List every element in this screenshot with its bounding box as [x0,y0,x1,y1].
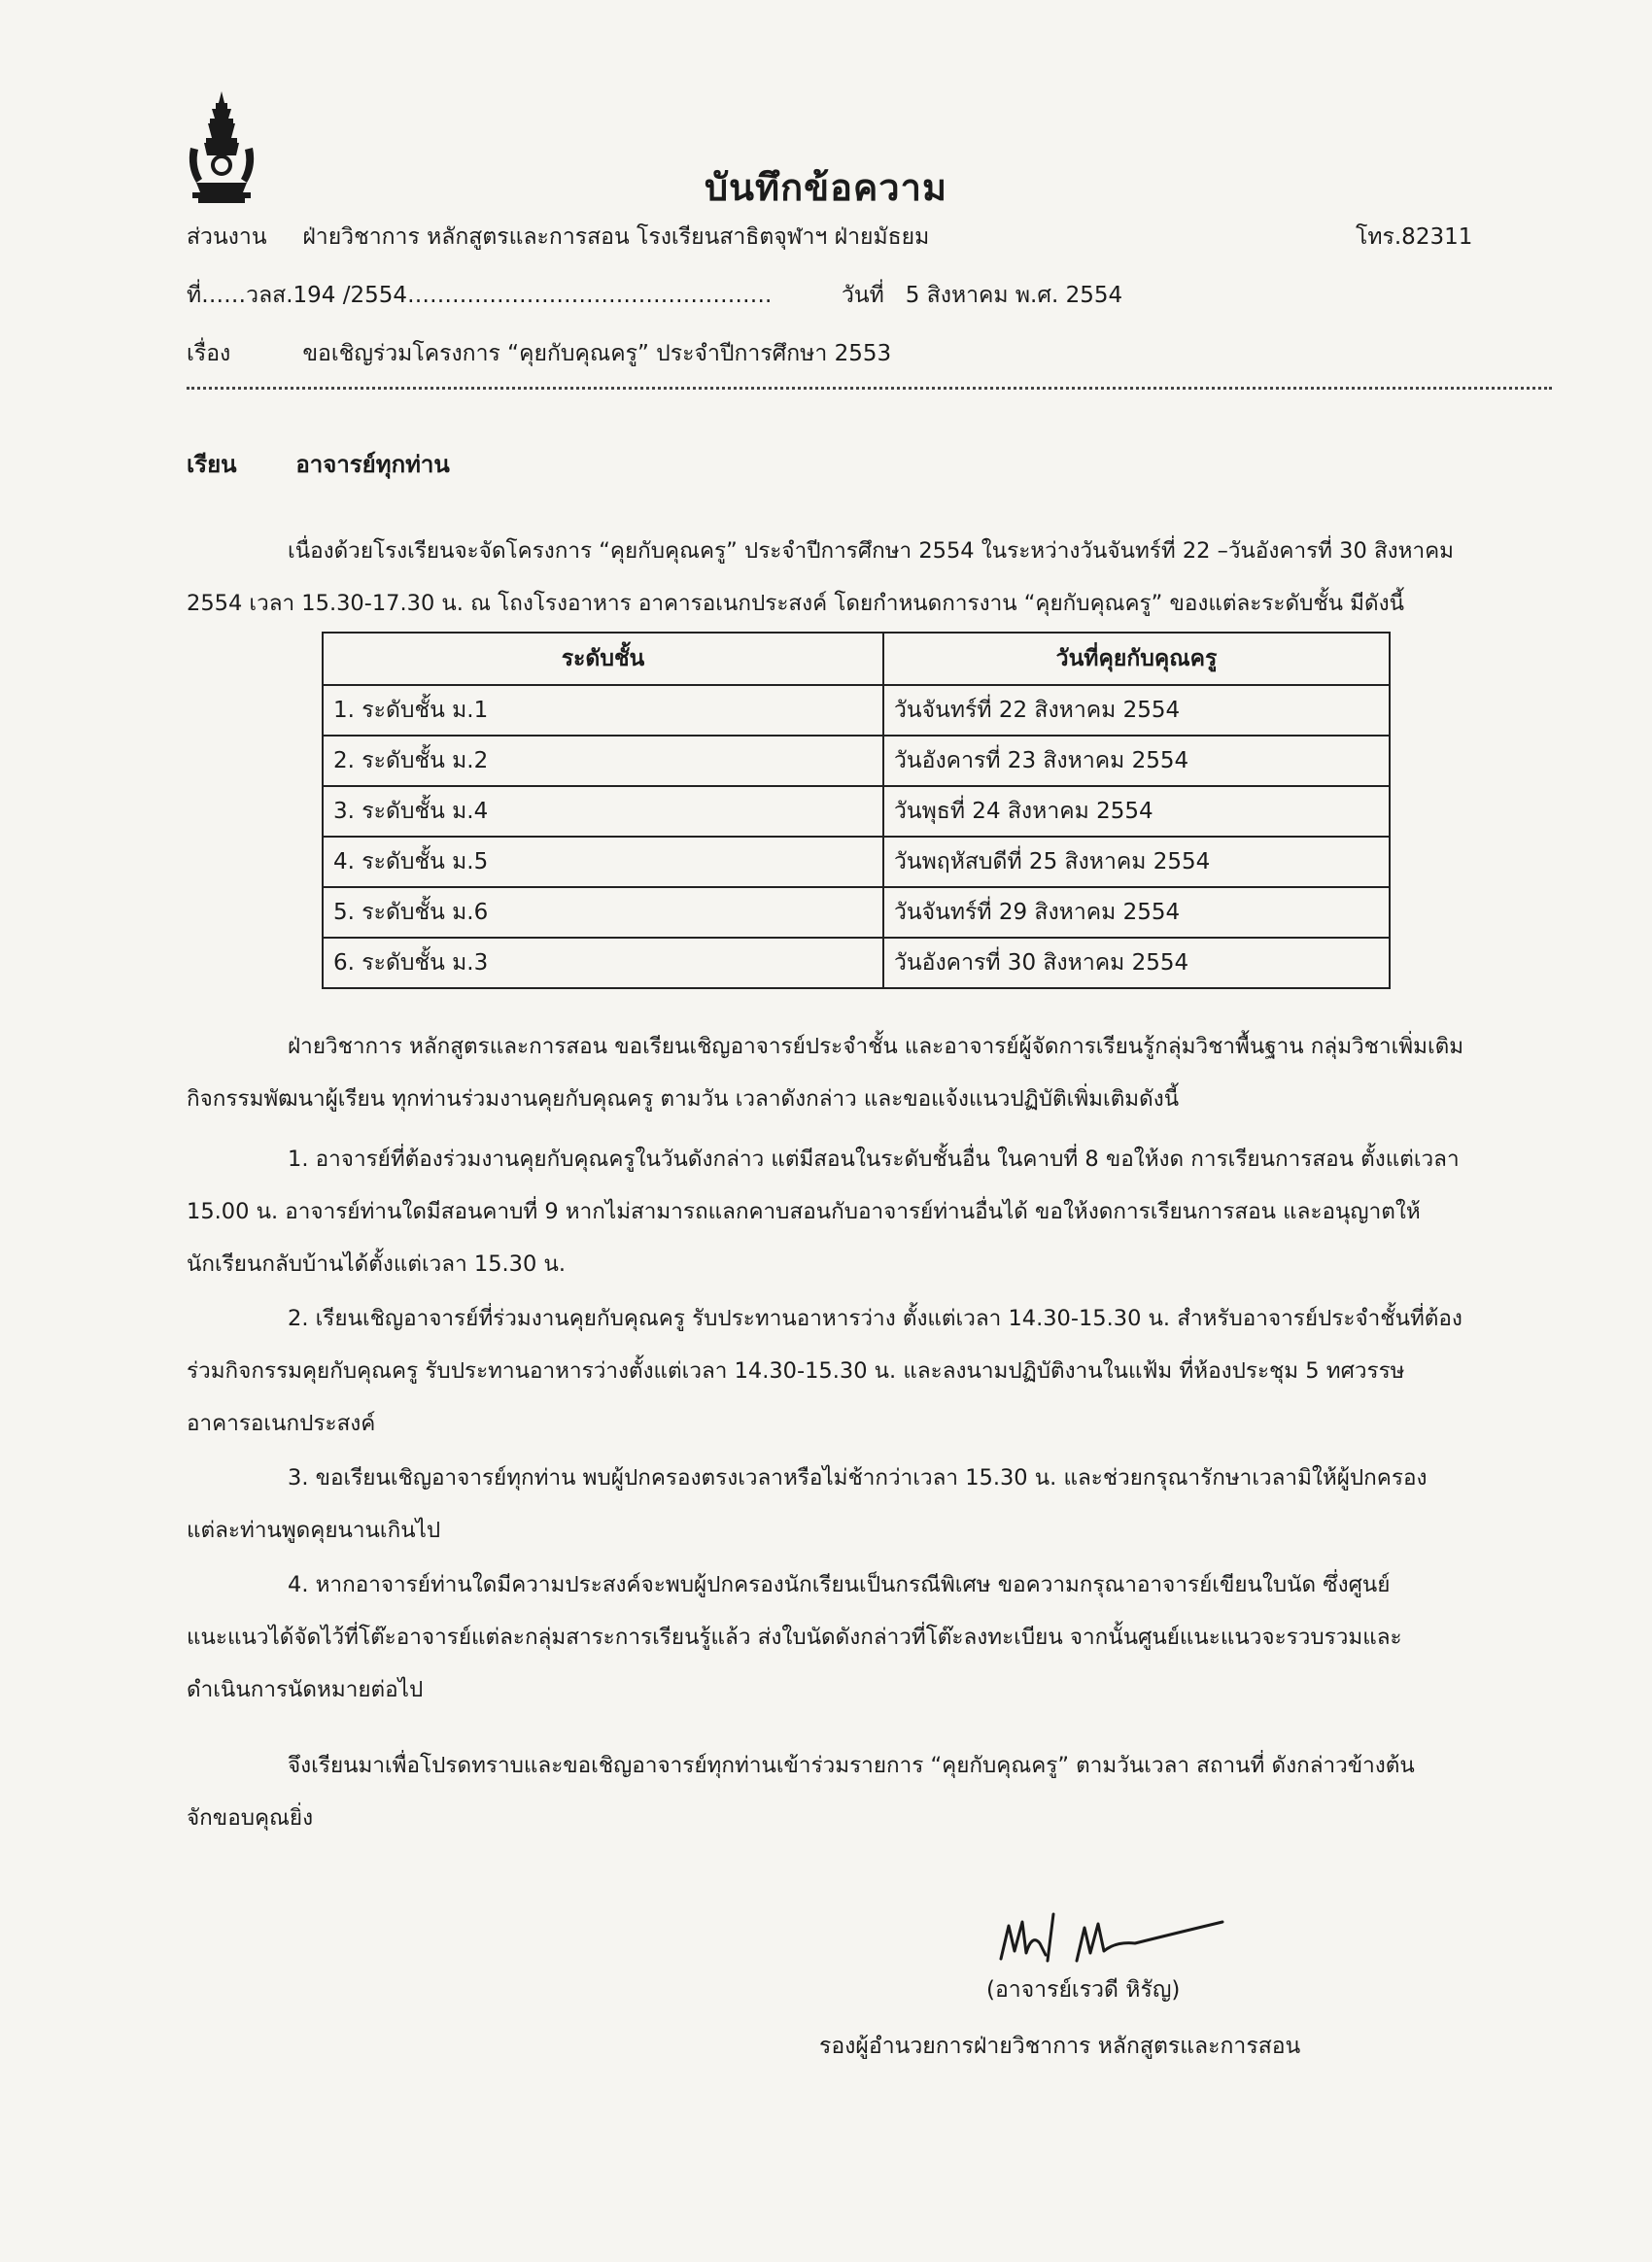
reference-row [187,278,772,313]
date-cell: วันจันทร์ที่ 29 สิงหาคม 2554 [883,887,1390,938]
schedule-header-row [323,633,1390,685]
item-2-line-1: 2. เรียนเชิญอาจารย์ที่ร่วมงานคุยกับคุณครู รับประทานอาหารว่าง ตั้งแต่เวลา 14.30-15.30 น. สำหรับอาจารย์ประจำชั้นที่ต้อง [288,1306,1463,1331]
level-cell: 6. ระดับชั้น ม.3 [323,938,883,988]
item-1 [187,1133,1562,1290]
item-2 [187,1292,1562,1450]
table-row [323,887,1390,938]
intro-line-2: 2554 เวลา 15.30-17.30 น. ณ โถงโรงอาหาร อาคารอเนกประสงค์ โดยกำหนดการงาน “คุยกับคุณครู” ของแต่ละระดับชั้น มีดังนี้ [187,591,1404,616]
item-1-line-2: 15.00 น. อาจารย์ท่านใดมีสอนคาบที่ 9 หากไม่สามารถแลกคาบสอนกับอาจารย์ท่านอื่นได้ ขอให้งดการเรียนการสอน และอนุญาตให้ [187,1199,1421,1224]
item-4-line-2: แนะแนวได้จัดไว้ที่โต๊ะอาจารย์แต่ละกลุ่มสาระการเรียนรู้แล้ว ส่งใบนัดดังกล่าวที่โต๊ะลงทะเบียน จากนั้นศูนย์แนะแนวจะรวบรวมและ [187,1625,1402,1650]
level-cell: 4. ระดับชั้น ม.5 [323,837,883,887]
signatory-position: รองผู้อำนวยการฝ่ายวิชาการ หลักสูตรและการสอน [819,2034,1301,2059]
date-cell: วันจันทร์ที่ 22 สิงหาคม 2554 [883,685,1390,736]
date-cell: วันพฤหัสบดีที่ 25 สิงหาคม 2554 [883,837,1390,887]
table-row [323,938,1390,988]
invitation-line-1: ฝ่ายวิชาการ หลักสูตรและการสอน ขอเรียนเชิญอาจารย์ประจำชั้น และอาจารย์ผู้จัดการเรียนรู้กลุ่มวิชาพื้นฐาน กลุ่มวิชาเพิ่มเติม [288,1034,1464,1059]
intro-line-1: เนื่องด้วยโรงเรียนจะจัดโครงการ “คุยกับคุณครู” ประจำปีการศึกษา 2554 ในระหว่างวันจันทร์ที่ 22 –วันอังคารที่ 30 สิงหาคม [288,538,1455,564]
date-label: วันที่ [842,283,884,308]
level-cell: 5. ระดับชั้น ม.6 [323,887,883,938]
closing-line-2: จักขอบคุณยิ่ง [187,1805,314,1831]
salutation-row [187,445,450,483]
item-4-line-3: ดำเนินการนัดหมายต่อไป [187,1677,424,1702]
item-4-line-1: 4. หากอาจารย์ท่านใดมีความประสงค์จะพบผู้ปกครองนักเรียนเป็นกรณีพิเศษ ขอความกรุณาอาจารย์เขียนใบนัด ซึ่งศูนย์ [288,1572,1391,1597]
item-3 [187,1452,1562,1557]
date-cell: วันอังคารที่ 23 สิงหาคม 2554 [883,736,1390,786]
dotted-separator [187,387,1552,390]
department-value: ฝ่ายวิชาการ หลักสูตรและการสอน โรงเรียนสาธิตจุฬาฯ ฝ่ายมัธยม [302,224,930,250]
invitation-line-2: กิจกรรมพัฒนาผู้เรียน ทุกท่านร่วมงานคุยกับคุณครู ตามวัน เวลาดังกล่าว และขอแจ้งแนวปฏิบัติเพิ่มเติมดังนี้ [187,1086,1180,1112]
salutation-value: อาจารย์ทุกท่าน [295,451,450,478]
subject-value: ขอเชิญร่วมโครงการ “คุยกับคุณครู” ประจำปีการศึกษา 2553 [302,341,892,366]
signatory-name: (อาจารย์เรวดี หิรัญ) [986,1977,1181,2003]
handwritten-signature [989,1904,1242,1974]
date-cell: วันพุธที่ 24 สิงหาคม 2554 [883,786,1390,837]
level-cell: 2. ระดับชั้น ม.2 [323,736,883,786]
item-3-line-2: แต่ละท่านพูดคุยนานเกินไป [187,1518,441,1543]
item-2-line-2: ร่วมกิจกรรมคุยกับคุณครู รับประทานอาหารว่างตั้งแต่เวลา 14.30-15.30 น. และลงนามปฏิบัติงานในแฟ้ม ที่ห้องประชุม 5 ทศวรรษ [187,1358,1405,1384]
item-1-line-3: นักเรียนกลับบ้านได้ตั้งแต่เวลา 15.30 น. [187,1251,566,1277]
column-header-date: วันที่คุยกับคุณครู [883,633,1390,685]
table-row [323,786,1390,837]
item-2-line-3: อาคารอเนกประสงค์ [187,1411,376,1436]
reference-label: ที่ [187,283,202,308]
closing-line-1: จึงเรียนมาเพื่อโปรดทราบและขอเชิญอาจารย์ทุกท่านเข้าร่วมรายการ “คุยกับคุณครู” ตามวันเวลา สถานที่ ดังกล่าวข้างต้น [288,1753,1415,1778]
column-header-level: ระดับชั้น [323,633,883,685]
item-4 [187,1559,1562,1716]
intro-paragraph [187,525,1562,630]
closing-paragraph [187,1739,1562,1844]
date-row [842,278,1122,313]
salutation-label: เรียน [187,451,237,478]
schedule-table [322,632,1391,989]
subject-row [187,336,891,371]
level-cell: 1. ระดับชั้น ม.1 [323,685,883,736]
reference-number: ……วลส.194 /2554…………………………………………. [201,283,773,308]
table-row [323,736,1390,786]
department-row [187,220,929,255]
date-cell: วันอังคารที่ 30 สิงหาคม 2554 [883,938,1390,988]
invitation-paragraph [187,1020,1562,1125]
date-value: 5 สิงหาคม พ.ศ. 2554 [905,283,1123,308]
memo-title: บันทึกข้อความ [704,166,948,209]
subject-label: เรื่อง [187,341,231,366]
table-row [323,837,1390,887]
table-row [323,685,1390,736]
telephone: โทร.82311 [1356,224,1473,250]
item-3-line-1: 3. ขอเรียนเชิญอาจารย์ทุกท่าน พบผู้ปกครองตรงเวลาหรือไม่ช้ากว่าเวลา 15.30 น. และช่วยกรุณารักษาเวลามิให้ผู้ปกครอง [288,1465,1428,1491]
department-label: ส่วนงาน [187,224,267,250]
item-1-line-1: 1. อาจารย์ที่ต้องร่วมงานคุยกับคุณครูในวันดังกล่าว แต่มีสอนในระดับชั้นอื่น ในคาบที่ 8 ขอให้งด การเรียนการสอน ตั้งแต่เวลา [288,1147,1460,1172]
level-cell: 3. ระดับชั้น ม.4 [323,786,883,837]
